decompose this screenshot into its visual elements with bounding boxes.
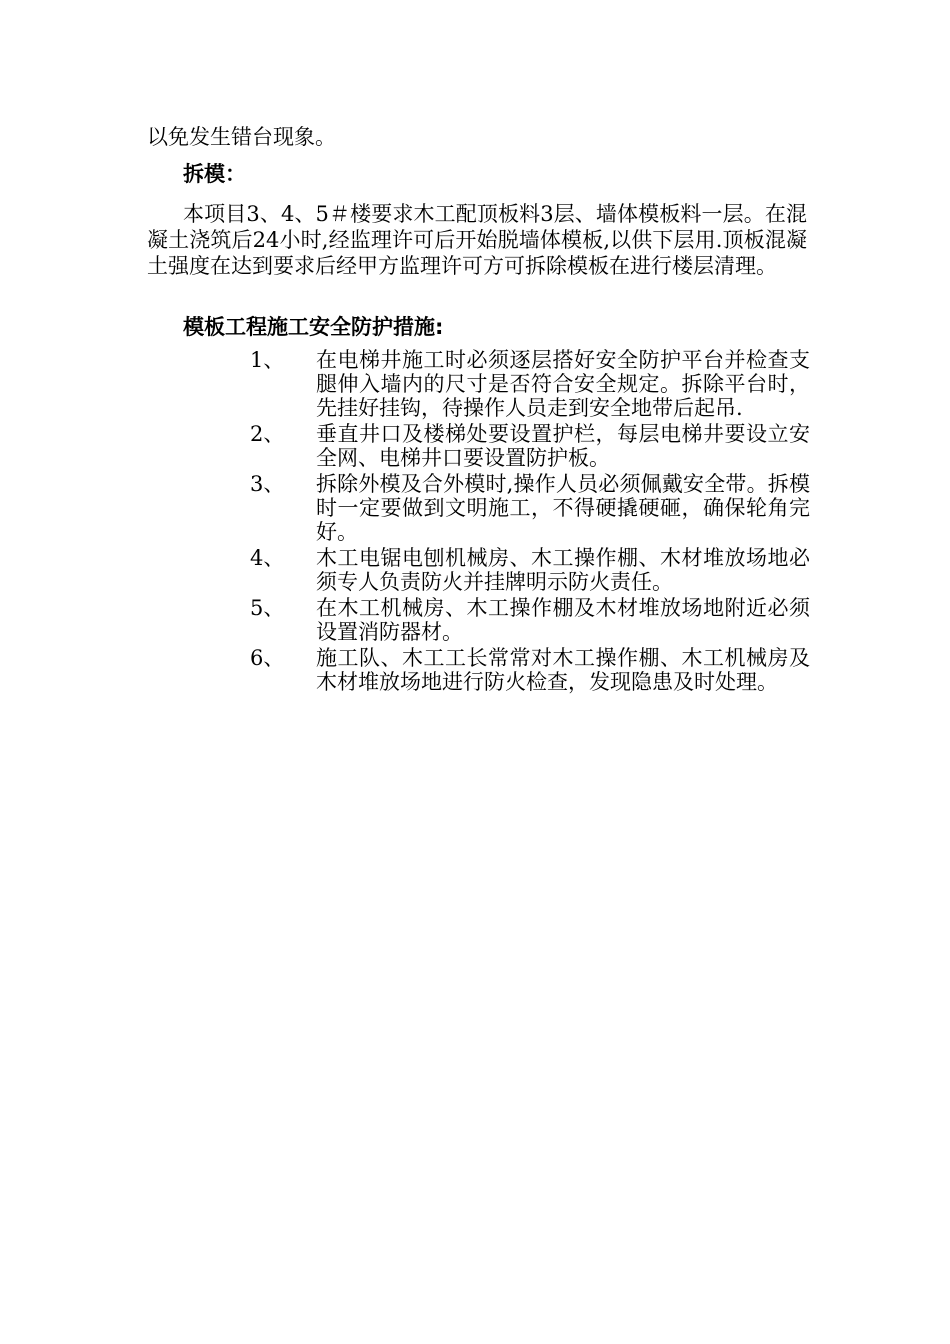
- continuation-text: 以免发生错台现象。: [147, 125, 336, 149]
- list-item-text: 垂直井口及楼梯处要设置护栏，每层电梯井要设立安全网、电梯井口要设置防护板。: [316, 422, 810, 470]
- list-item-number: 4、: [250, 546, 285, 570]
- dismantle-paragraph: 本项目3、4、5＃楼要求木工配顶板料3层、墙体模板料一层。在混凝土浇筑后24小时,经监理许可后开始脱墙体模板,以供下层用.顶板混凝土强度在达到要求后经甲方监理许可方可拆除模板在进行楼层清理。: [147, 202, 807, 278]
- list-item-number: 5、: [250, 596, 285, 620]
- list-item: [250, 646, 810, 694]
- list-item-number: 1、: [250, 348, 285, 372]
- list-item: [250, 422, 810, 470]
- list-item: [250, 596, 810, 644]
- section-heading-safety: 模板工程施工安全防护措施:: [183, 315, 444, 339]
- list-item-text: 在木工机械房、木工操作棚及木材堆放场地附近必须设置消防器材。: [316, 596, 810, 644]
- safety-measures-list: [250, 348, 810, 696]
- list-item-text: 木工电锯电刨机械房、木工操作棚、木材堆放场地必须专人负责防火并挂牌明示防火责任。: [316, 546, 810, 594]
- list-item-number: 6、: [250, 646, 285, 670]
- list-item-number: 3、: [250, 472, 285, 496]
- list-item-text: 拆除外模及合外模时,操作人员必须佩戴安全带。拆模时一定要做到文明施工，不得硬撬硬砸，确保轮角完好。: [316, 472, 810, 544]
- list-item: [250, 348, 810, 420]
- list-item: [250, 546, 810, 594]
- section-heading-dismantle: 拆模：: [183, 162, 246, 186]
- list-item-text: 施工队、木工工长常常对木工操作棚、木工机械房及木材堆放场地进行防火检查，发现隐患及时处理。: [316, 646, 810, 694]
- list-item-number: 2、: [250, 422, 285, 446]
- list-item-text: 在电梯井施工时必须逐层搭好安全防护平台并检查支腿伸入墙内的尺寸是否符合安全规定。拆除平台时，先挂好挂钩，待操作人员走到安全地带后起吊.: [316, 348, 810, 420]
- list-item: [250, 472, 810, 544]
